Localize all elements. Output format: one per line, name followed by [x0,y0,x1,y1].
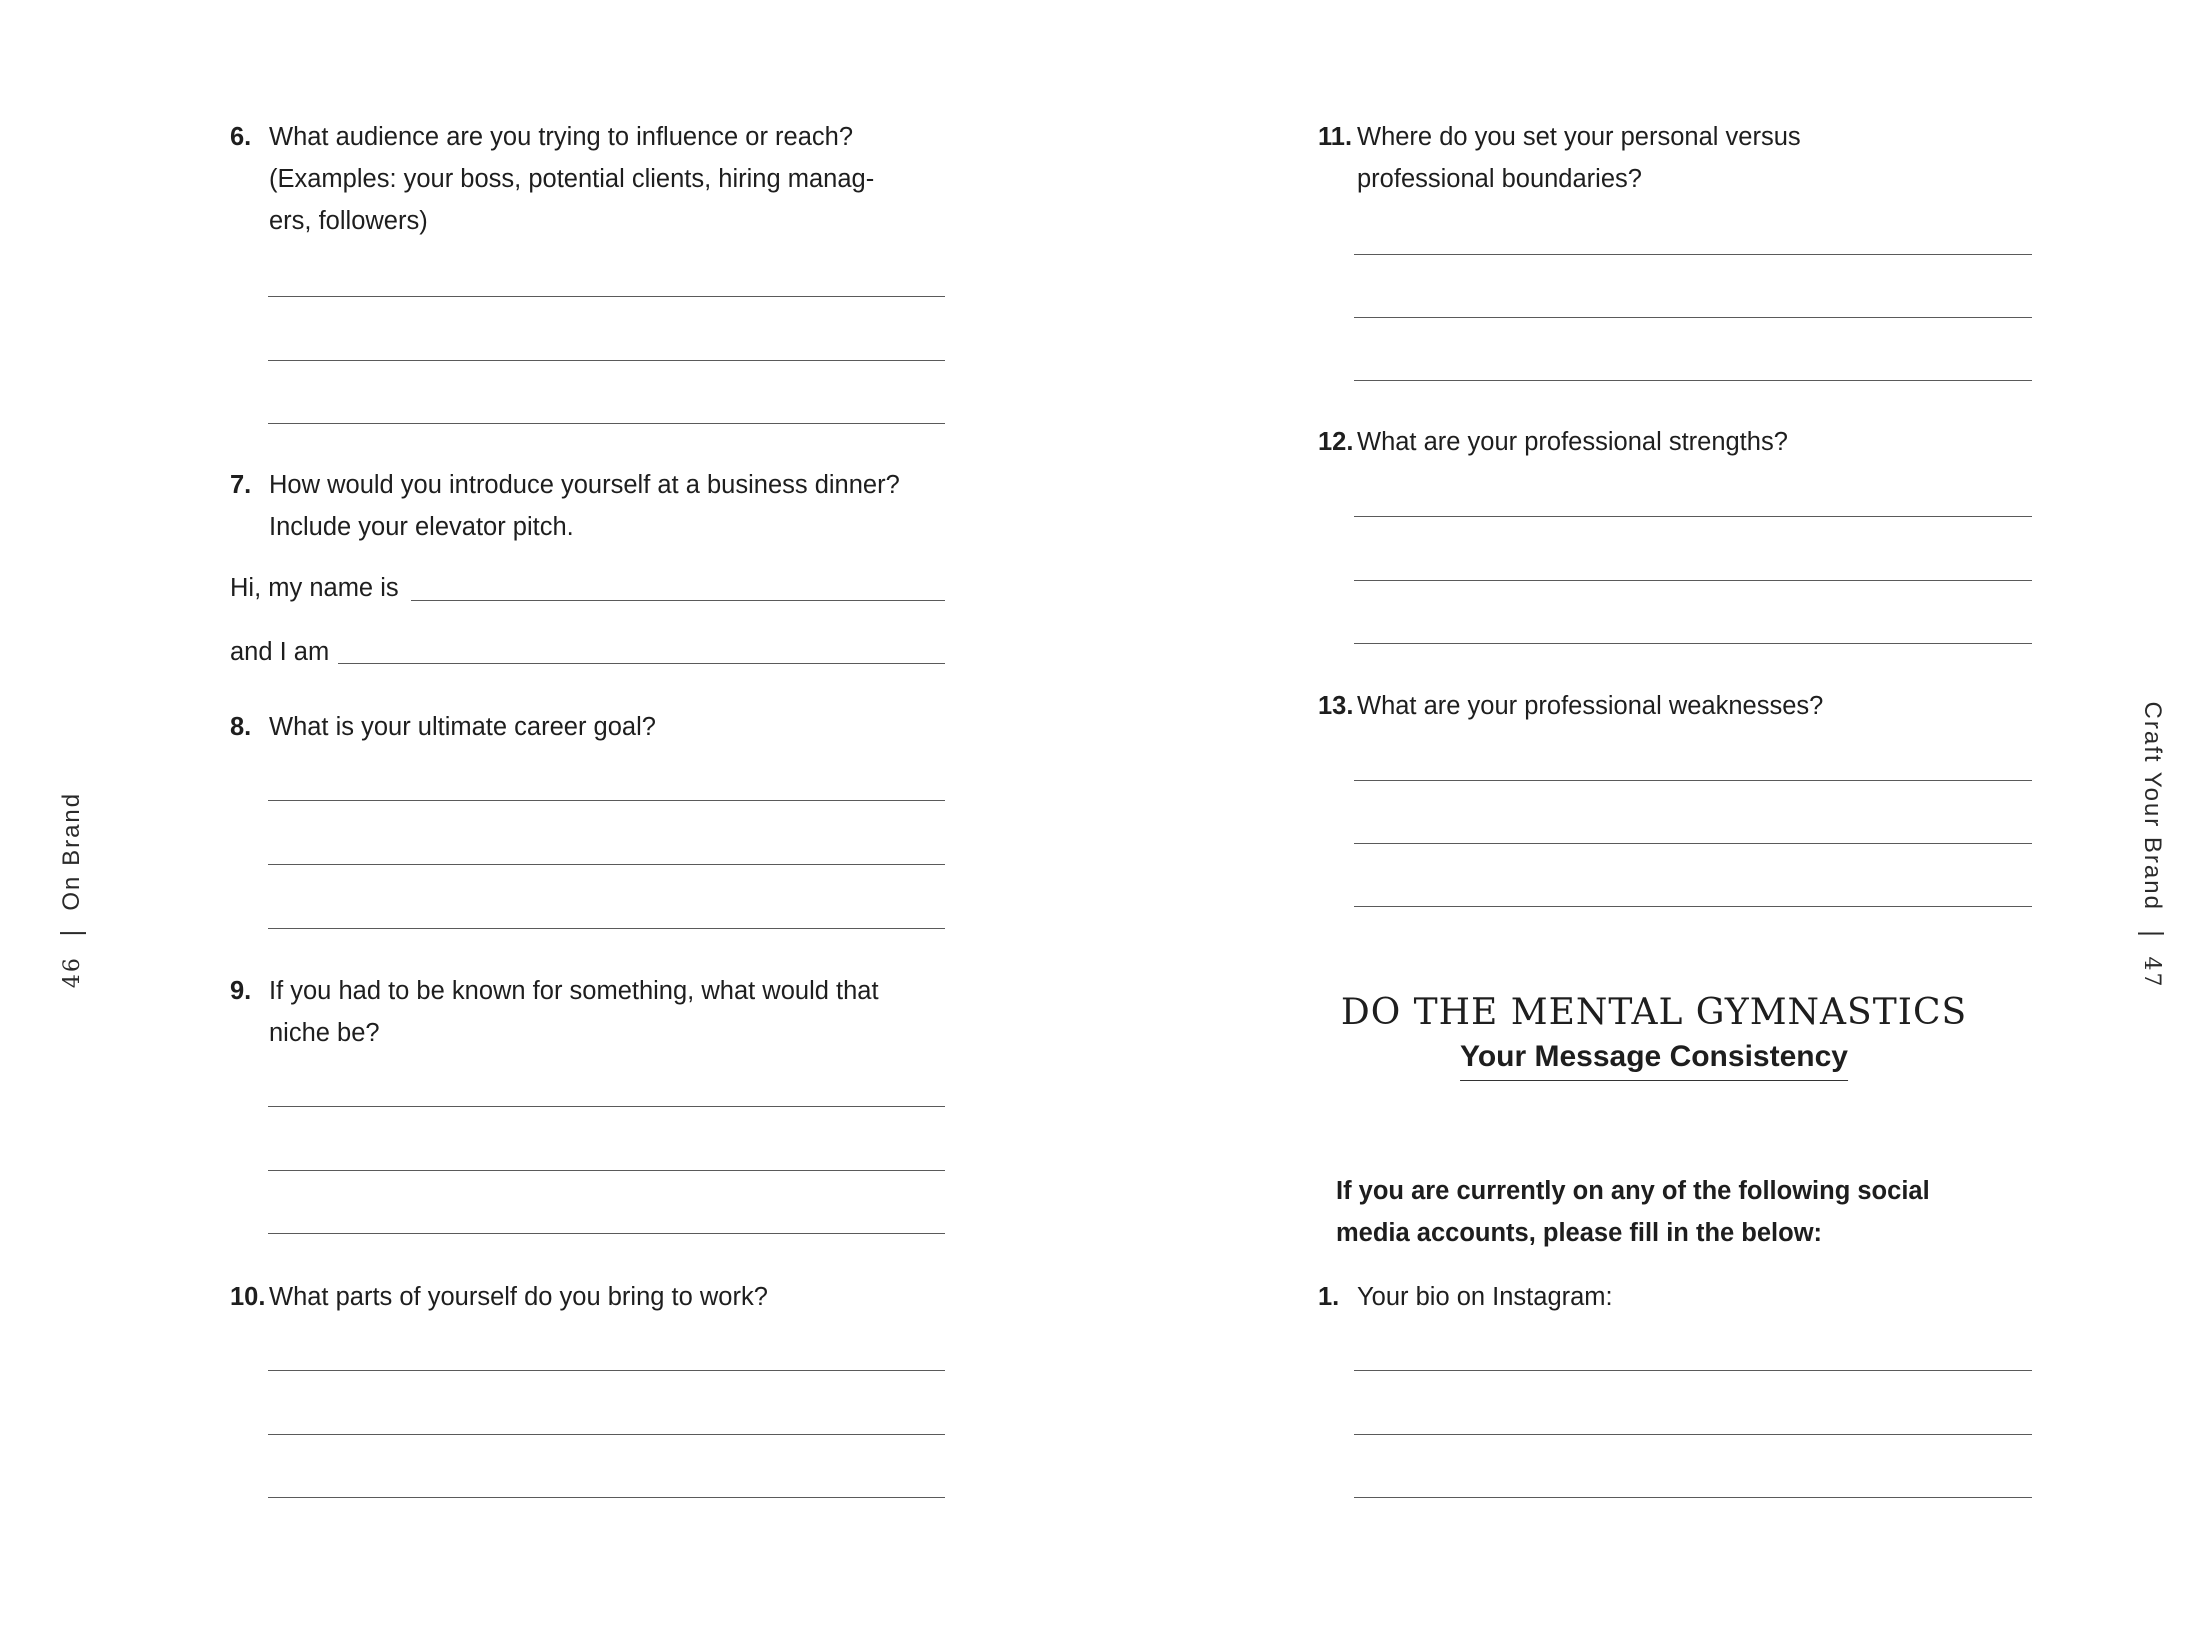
page-number: 47 [2139,956,2164,989]
question-number: 10. [230,1283,266,1311]
answer-line[interactable] [1354,906,2032,907]
instruction-line: media accounts, please fill in the below: [1336,1219,1823,1247]
question-text-line: What is your ultimate career goal? [269,713,656,741]
answer-line[interactable] [1354,843,2032,844]
answer-line[interactable] [1354,516,2032,517]
question-10 [230,1276,950,1318]
page-number: 46 [60,956,85,989]
question-text-line: Your bio on Instagram: [1357,1283,1613,1311]
answer-line[interactable] [1354,317,2032,318]
book-title: On Brand [58,791,85,911]
answer-line[interactable] [1354,254,2032,255]
question-number: 11. [1318,123,1353,151]
footer-divider [60,933,86,935]
answer-line[interactable] [1354,780,2032,781]
question-7 [230,464,950,548]
answer-line[interactable] [268,1434,945,1435]
question-12 [1318,421,2038,463]
running-footer-right [2138,702,2166,989]
answer-line[interactable] [1354,1370,2032,1371]
question-1 [1318,1276,2038,1318]
name-answer-line[interactable] [411,600,945,601]
i-am-answer-line[interactable] [338,663,945,664]
question-text-line: What audience are you trying to influence or reach? [269,123,854,151]
answer-line[interactable] [1354,1434,2032,1435]
book-title: Craft Your Brand [2139,701,2166,911]
answer-line[interactable] [1354,1497,2032,1498]
answer-line[interactable] [268,1170,945,1171]
question-text-line: What are your professional strengths? [1357,428,1788,456]
section-subtitle: Your Message Consistency [1460,1040,1848,1081]
question-number: 8. [230,713,252,741]
question-text-line: What parts of yourself do you bring to work? [269,1283,768,1311]
question-text-line: Include your elevator pitch. [269,513,574,541]
footer-divider [2138,933,2164,935]
instruction-line: If you are currently on any of the following social [1336,1177,1930,1205]
answer-line[interactable] [268,1233,945,1234]
question-text-line: (Examples: your boss, potential clients, hiring manag- [269,165,875,193]
answer-line[interactable] [268,423,945,424]
answer-line[interactable] [268,296,945,297]
question-13 [1318,685,2038,727]
question-text-line: professional boundaries? [1357,165,1642,193]
question-8 [230,706,950,748]
name-label: Hi, my name is [230,574,399,602]
answer-line[interactable] [268,360,945,361]
answer-line[interactable] [1354,580,2032,581]
answer-line[interactable] [268,800,945,801]
question-number: 13. [1318,692,1354,720]
right-page [1100,0,2200,1650]
question-6 [230,116,950,242]
question-number: 7. [230,471,252,499]
question-number: 9. [230,977,252,1005]
question-number: 12. [1318,428,1354,456]
question-text-line: How would you introduce yourself at a business dinner? [269,471,900,499]
answer-line[interactable] [268,1370,945,1371]
instruction-text [1336,1170,2036,1254]
question-text-line: ers, followers) [269,207,428,235]
running-footer-left [58,792,86,988]
answer-line[interactable] [268,1497,945,1498]
answer-line[interactable] [268,864,945,865]
answer-line[interactable] [1354,643,2032,644]
question-text-line: What are your professional weaknesses? [1357,692,1824,720]
question-number: 6. [230,123,252,151]
question-9 [230,970,950,1054]
answer-line[interactable] [268,928,945,929]
answer-line[interactable] [268,1106,945,1107]
question-11 [1318,116,2038,200]
question-text-line: Where do you set your personal versus [1357,123,1801,151]
question-text-line: niche be? [269,1019,380,1047]
i-am-label: and I am [230,638,330,666]
section-title: DO THE MENTAL GYMNASTICS [1340,992,1968,1033]
question-text-line: If you had to be known for something, what would that [269,977,879,1005]
answer-line[interactable] [1354,380,2032,381]
question-number: 1. [1318,1283,1340,1311]
